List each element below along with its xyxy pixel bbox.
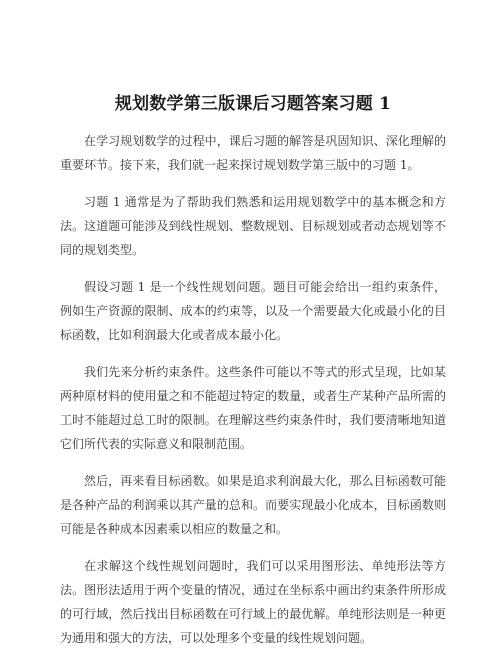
paragraph-methods: 在求解这个线性规划问题时，我们可以采用图形法、单纯形法等方法。图形法适用于两个变量的情况，通过在坐标系中画出约束条件所形成的可行域，然后找出目标函数在可行域上的最优解。单纯形法则是一种更为通用和强大的方法，可以处理多个变量的线性规划问题。 bbox=[60, 559, 446, 645]
paragraph-constraints: 我们先来分析约束条件。这些条件可能以不等式的形式呈现，比如某两种原材料的使用量之和不能超过特定的数量，或者生产某种产品所需的工时不能超过总工时的限制。在理解这些约束条件时，我们要清晰地知道它们所代表的实际意义和限制范围。 bbox=[60, 365, 446, 451]
paragraph-objective: 然后，再来看目标函数。如果是追求利润最大化，那么目标函数可能是各种产品的利润乘以其产量的总和。而要实现最小化成本，目标函数则可能是各种成本因素乘以相应的数量之和。 bbox=[60, 474, 446, 536]
paragraph-intro: 在学习规划数学的过程中，课后习题的解答是巩固知识、深化理解的重要环节。接下来，我们就一起来探讨规划数学第三版中的习题 1。 bbox=[60, 134, 446, 172]
paragraph-purpose: 习题 1 通常是为了帮助我们熟悉和运用规划数学中的基本概念和方法。这道题可能涉及到线性规划、整数规划、目标规划或者动态规划等不同的规划类型。 bbox=[60, 195, 446, 257]
document-title: 规划数学第三版课后习题答案习题 1 bbox=[114, 94, 392, 114]
paragraph-assumption: 假设习题 1 是一个线性规划问题。题目可能会给出一组约束条件，例如生产资源的限制、成本的约束等，以及一个需要最大化或最小化的目标函数，比如利润最大化或者成本最小化。 bbox=[60, 280, 446, 342]
